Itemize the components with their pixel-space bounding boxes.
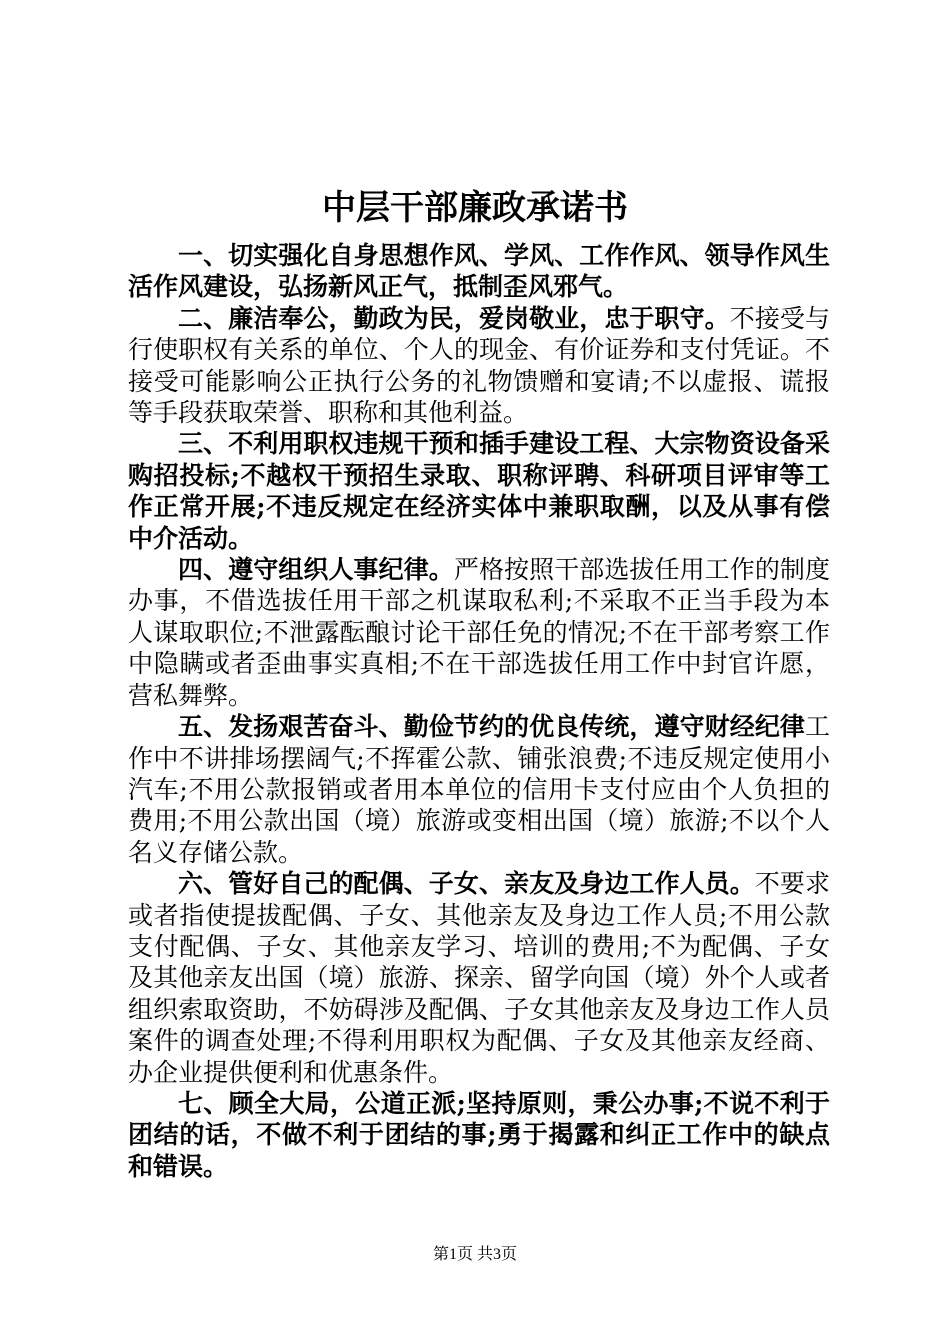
paragraph-1	[128, 240, 830, 303]
paragraph-6-bold: 六、管好自己的配偶、子女、亲友及身边工作人员。	[178, 869, 755, 899]
document-title: 中层干部廉政承诺书	[322, 188, 628, 228]
paragraph-3	[128, 428, 830, 554]
paragraph-7	[128, 1088, 830, 1182]
paragraph-7-bold: 七、顾全大局，公道正派;坚持原则，秉公办事;不说不利于团结的话，不做不利于团结的事;勇于揭露和纠正工作中的缺点和错误。	[128, 1088, 830, 1181]
paragraph-5-text: 工作中不讲排场摆阔气;不挥霍公款、铺张浪费;不违反规定使用小汽车;不用公款报销或者用本单位的信用卡支付应由个人负担的费用;不用公款出国（境）旅游或变相出国（境）旅游;不以个人名义存储公款。	[128, 712, 830, 867]
paragraph-4-text: 严格按照干部选拔任用工作的制度办事，不借选拔任用干部之机谋取私利;不采取不正当手段为本人谋取职位;不泄露酝酿讨论干部任免的情况;不在干部考察工作中隐瞒或者歪曲事实真相;不在干部选拔任用工作中封官许愿，营私舞弊。	[128, 555, 830, 710]
paragraph-2	[128, 303, 830, 429]
paragraph-2-text: 不接受与行使职权有关系的单位、个人的现金、有价证券和支付凭证。不接受可能影响公正执行公务的礼物馈赠和宴请;不以虚报、谎报等手段获取荣誉、职称和其他利益。	[128, 303, 830, 428]
paragraph-5-bold: 五、发扬艰苦奋斗、勤俭节约的优良传统，遵守财经纪律	[178, 712, 805, 742]
document-body	[128, 240, 830, 1182]
paragraph-5	[128, 711, 830, 868]
page-footer: 第1页 共3页	[432, 1246, 517, 1263]
paragraph-4-bold: 四、遵守组织人事纪律。	[178, 555, 454, 585]
paragraph-6-text: 不要求或者指使提拔配偶、子女、其他亲友及身边工作人员;不用公款支付配偶、子女、其他亲友学习、培训的费用;不为配偶、子女及其他亲友出国（境）旅游、探亲、留学向国（境）外个人或者组织索取资助，不妨碍涉及配偶、子女其他亲友及身边工作人员案件的调查处理;不得利用职权为配偶、子女及其他亲友经商、办企业提供便利和优惠条件。	[128, 869, 830, 1087]
paragraph-3-bold: 三、不利用职权违规干预和插手建设工程、大宗物资设备采购招投标;不越权干预招生录取、职称评聘、科研项目评审等工作正常开展;不违反规定在经济实体中兼职取酬，以及从事有偿中介活动。	[128, 429, 830, 553]
paragraph-4	[128, 554, 830, 711]
paragraph-1-bold: 一、切实强化自身思想作风、学风、工作作风、领导作风生活作风建设，弘扬新风正气，抵制歪风邪气。	[128, 241, 830, 302]
paragraph-6	[128, 868, 830, 1088]
paragraph-2-bold: 二、廉洁奉公，勤政为民，爱岗敬业，忠于职守。	[178, 303, 730, 333]
